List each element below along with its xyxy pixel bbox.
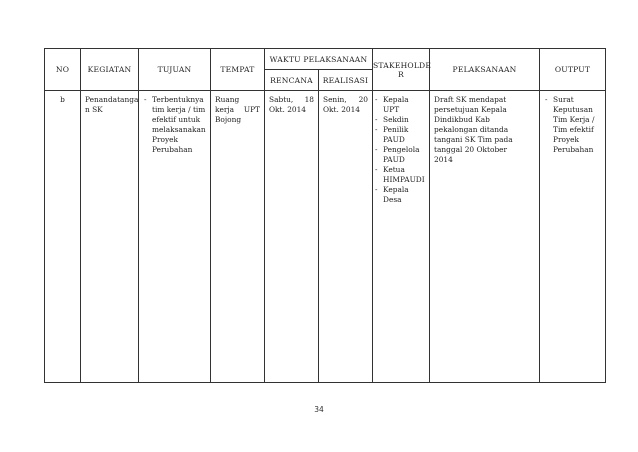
- header-stakeholder: STAKEHOLDE R: [373, 49, 430, 91]
- activity-table: [44, 48, 606, 383]
- header-waktu-pelaksanaan: WAKTU PELAKSANAAN: [265, 49, 373, 70]
- page-number: 34: [314, 405, 324, 414]
- cell-rencana: [265, 91, 319, 383]
- table-row: [45, 91, 606, 383]
- cell-stakeholder: [373, 91, 430, 383]
- tujuan-list: [143, 95, 206, 155]
- list-item: - Terbentuknya tim kerja / tim efektif untuk melaksanakan Proyek Perubahan: [143, 95, 206, 155]
- cell-no: [45, 91, 81, 383]
- list-item: - Penilik PAUD: [374, 125, 425, 145]
- cell-tujuan: [139, 91, 211, 383]
- header-no: NO: [45, 49, 81, 91]
- header-realisasi: REALISASI: [319, 70, 373, 91]
- row-tempat: Ruang kerja UPT Bojong: [215, 95, 260, 124]
- list-item: - Kepala UPT: [374, 95, 425, 115]
- cell-tempat: [211, 91, 265, 383]
- row-no: b: [60, 95, 65, 104]
- cell-kegiatan: [81, 91, 139, 383]
- list-item: - Sekdin: [374, 115, 425, 125]
- row-realisasi: Senin, 20 Okt. 2014: [323, 95, 369, 114]
- row-kegiatan: Penandatanga n SK: [85, 95, 139, 114]
- list-item: - Surat Keputusan Tim Kerja / Tim efektif Proyek Perubahan: [544, 95, 601, 155]
- cell-realisasi: [319, 91, 373, 383]
- header-tujuan: TUJUAN: [139, 49, 211, 91]
- output-list: [544, 95, 601, 155]
- header-kegiatan: KEGIATAN: [81, 49, 139, 91]
- stakeholder-list: [374, 95, 425, 205]
- row-rencana: Sabtu, 18 Okt. 2014: [269, 95, 314, 114]
- cell-pelaksanaan: [430, 91, 540, 383]
- list-item: - Kepala Desa: [374, 185, 425, 205]
- header-pelaksanaan: PELAKSANAAN: [430, 49, 540, 91]
- list-item: - Pengelola PAUD: [374, 145, 425, 165]
- header-output: OUTPUT: [540, 49, 606, 91]
- row-pelaksanaan: Draft SK mendapat persetujuan Kepala Dindikbud Kab pekalongan ditanda tangani SK Tim pada tanggal 20 Oktober 2014: [434, 95, 513, 164]
- list-item: - Ketua HIMPAUDI: [374, 165, 425, 185]
- header-tempat: TEMPAT: [211, 49, 265, 91]
- header-rencana: RENCANA: [265, 70, 319, 91]
- cell-output: [540, 91, 606, 383]
